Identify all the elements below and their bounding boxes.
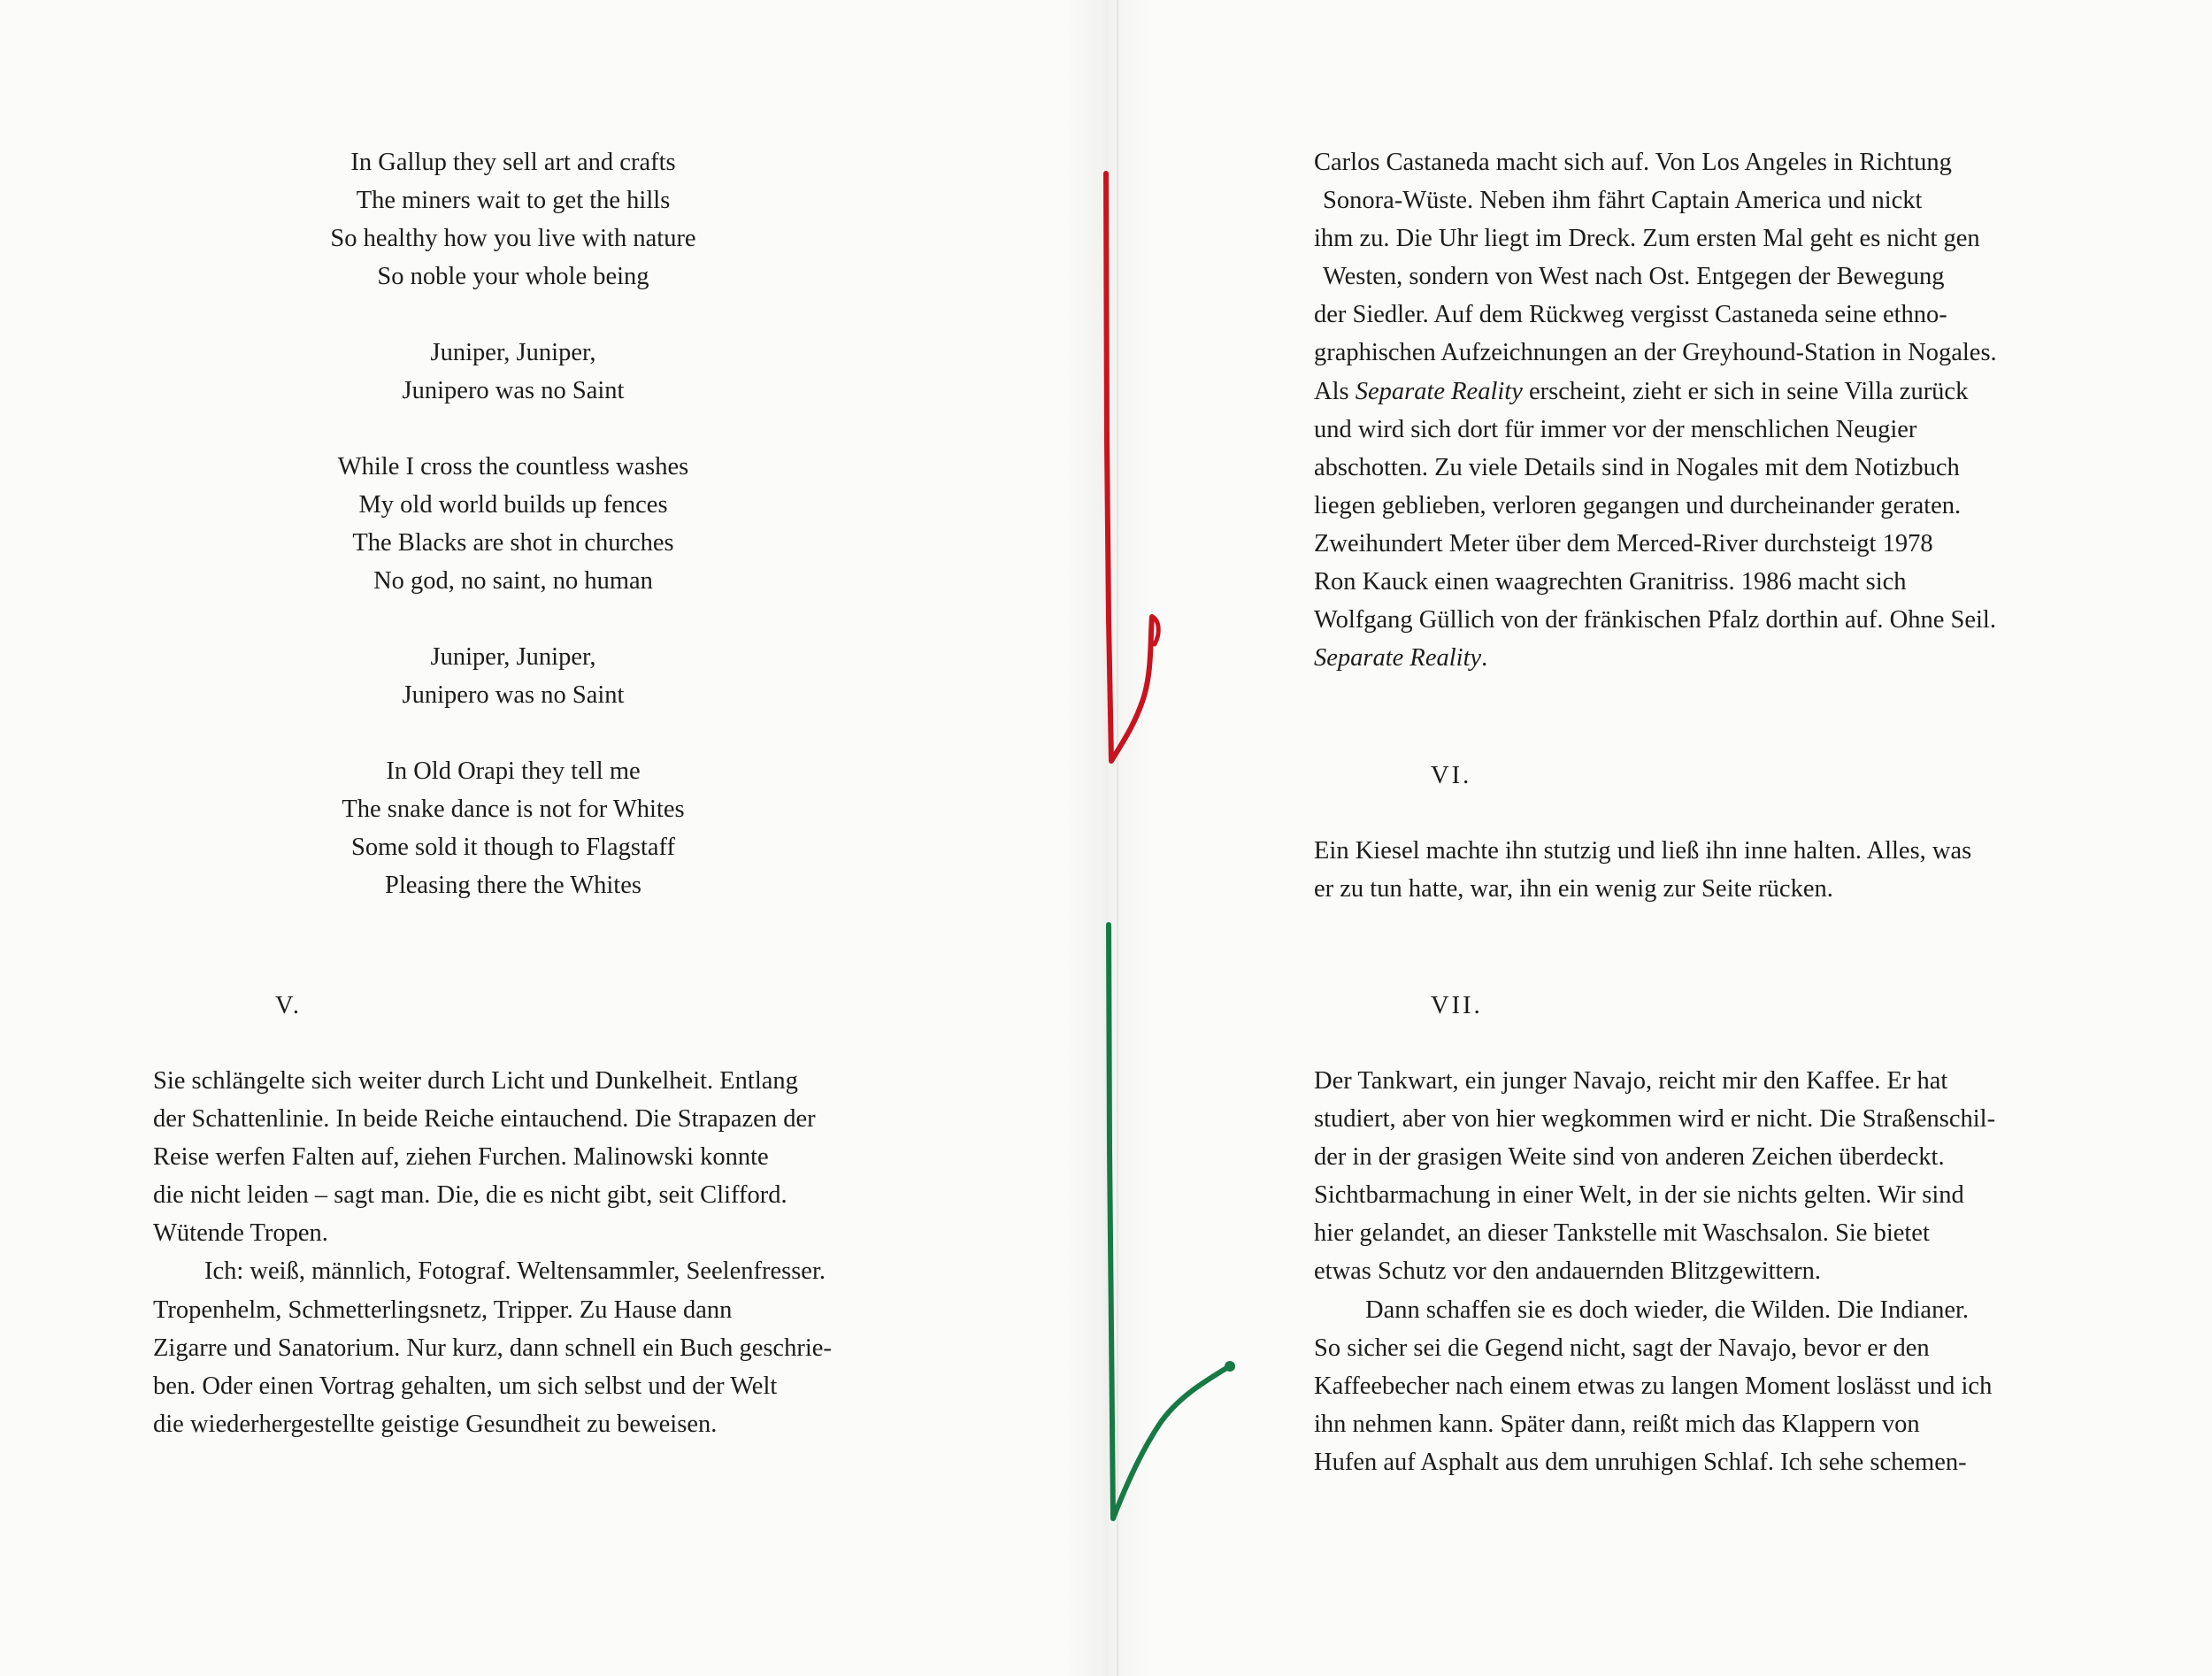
text-line: ben. Oder einen Vortrag gehalten, um sich selbst und der Welt [153,1372,778,1400]
poem-refrain [248,334,779,410]
section-v-text [153,1062,832,1443]
poem-line: Junipero was no Saint [402,681,625,709]
poem-line: So noble your whole being [377,263,649,290]
text-line: Sonora-Wüste. Neben ihm fährt Captain America und nickt [1323,187,1923,215]
text-line [1314,639,1997,677]
text-line: Carlos Castaneda macht sich auf. Von Los Angeles in Richtung [1314,149,1952,176]
text-line: hier gelandet, an dieser Tankstelle mit Waschsalon. Sie bietet [1314,1219,1930,1248]
intro-text [1314,143,1997,677]
text-line: Dann schaffen sie es doch wieder, die Wilden. Die Indianer. [1365,1295,1970,1324]
text-line: Ron Kauck einen waagrechten Granitriss. 1986 macht sich [1314,568,1907,596]
poem-line: In Old Orapi they tell me [386,757,641,785]
text-line: So sicher sei die Gegend nicht, sagt der Navajo, bevor er den [1314,1334,1930,1362]
text-line: ihm zu. Die Uhr liegt im Dreck. Zum ersten Mal geht es nicht gen [1314,225,1980,253]
poem-line: Pleasing there the Whites [385,872,641,899]
text-line: Tropenhelm, Schmetterlingsnetz, Tripper. Zu Hause dann [153,1295,733,1324]
text-line: und wird sich dort für immer vor der menschlichen Neugier [1314,415,1917,443]
text-line: der Schattenlinie. In beide Reiche eintauchend. Die Strapazen der [153,1105,816,1134]
text-fragment: erscheint, zieht er sich in seine Villa zurück [1522,377,1969,405]
text-line: die nicht leiden – sagt man. Die, die es nicht gibt, seit Clifford. [153,1181,787,1210]
text-line: liegen geblieben, verloren gegangen und durcheinander geraten. [1314,491,1962,519]
text-line: er zu tun hatte, war, ihn ein wenig zur Seite rücken. [1314,875,1833,903]
text-line: abschotten. Zu viele Details sind in Nogales mit dem Notizbuch [1314,453,1960,481]
text-line: ihn nehmen kann. Später dann, reißt mich das Klappern von [1314,1410,1920,1438]
section-heading-vii: VII. [1431,992,1483,1019]
poem [248,143,779,942]
book-title: Separate Reality [1314,644,1482,673]
text-line: Wütende Tropen. [153,1219,328,1248]
text-line: Westen, sondern von West nach Ost. Entgegen der Bewegung [1323,263,1945,291]
right-page [1119,0,2212,1676]
poem-line: The Blacks are shot in churches [352,529,674,557]
poem-line: The miners wait to get the hills [356,187,671,214]
book-title: Separate Reality [1355,377,1523,405]
text-line: etwas Schutz vor den andauernden Blitzgewittern. [1314,1257,1821,1286]
text-fragment: . [1481,644,1488,673]
section-vii-text [1314,1062,1995,1481]
section-heading-v: V. [275,992,303,1019]
text-line: Reise werfen Falten auf, ziehen Furchen. Malinowski konnte [153,1143,769,1172]
text-line: studiert, aber von hier wegkommen wird er nicht. Die Straßenschil- [1314,1105,1996,1134]
text-fragment: Als [1314,377,1356,405]
text-line: graphischen Aufzeichnungen an der Greyhound-Station in Nogales. [1314,339,1997,367]
poem-line: No god, no saint, no human [373,567,653,595]
poem-line: In Gallup they sell art and crafts [350,149,676,176]
center-fold [1117,0,1118,1676]
poem-refrain [248,638,779,714]
poem-line: Juniper, Juniper, [430,643,596,671]
text-line: Zigarre und Sanatorium. Nur kurz, dann schnell ein Buch geschrie- [153,1334,832,1362]
text-line: Sie schlängelte sich weiter durch Licht und Dunkelheit. Entlang [153,1067,798,1095]
poem-line: Some sold it though to Flagstaff [350,834,676,861]
section-heading-vi: VI. [1431,762,1472,789]
text-line: Zweihundert Meter über dem Merced-River durchsteigt 1978 [1314,529,1933,557]
text-line [1314,373,1997,411]
poem-line: Junipero was no Saint [402,377,625,404]
text-line: Ich: weiß, männlich, Fotograf. Weltensammler, Seelenfresser. [204,1257,826,1286]
poem-line: So healthy how you live with nature [330,225,696,252]
poem-line: The snake dance is not for Whites [342,796,685,823]
text-line: die wiederhergestellte geistige Gesundheit zu beweisen. [153,1410,718,1438]
section-vi-text [1314,832,1971,908]
poem-line: My old world builds up fences [358,491,668,519]
text-line: der Siedler. Auf dem Rückweg vergisst Castaneda seine ethno- [1314,301,1947,329]
text-line: Wolfgang Güllich von der fränkischen Pfalz dorthin auf. Ohne Seil. [1314,606,1996,634]
text-line: Sichtbarmachung in einer Welt, in der sie nichts gelten. Wir sind [1314,1181,1964,1210]
text-line: Der Tankwart, ein junger Navajo, reicht mir den Kaffee. Er hat [1314,1067,1948,1095]
text-line: Kaffeebecher nach einem etwas zu langen Moment loslässt und ich [1314,1372,1993,1400]
poem-stanza [248,752,779,904]
poem-line: Juniper, Juniper, [430,339,596,366]
poem-stanza [248,143,779,296]
poem-stanza [248,448,779,600]
poem-line: While I cross the countless washes [337,453,689,481]
text-line: Ein Kiesel machte ihn stutzig und ließ ihn inne halten. Alles, was [1314,837,1972,865]
text-line: der in der grasigen Weite sind von anderen Zeichen überdeckt. [1314,1143,1945,1172]
text-line: Hufen auf Asphalt aus dem unruhigen Schlaf. Ich sehe schemen- [1314,1448,1967,1476]
